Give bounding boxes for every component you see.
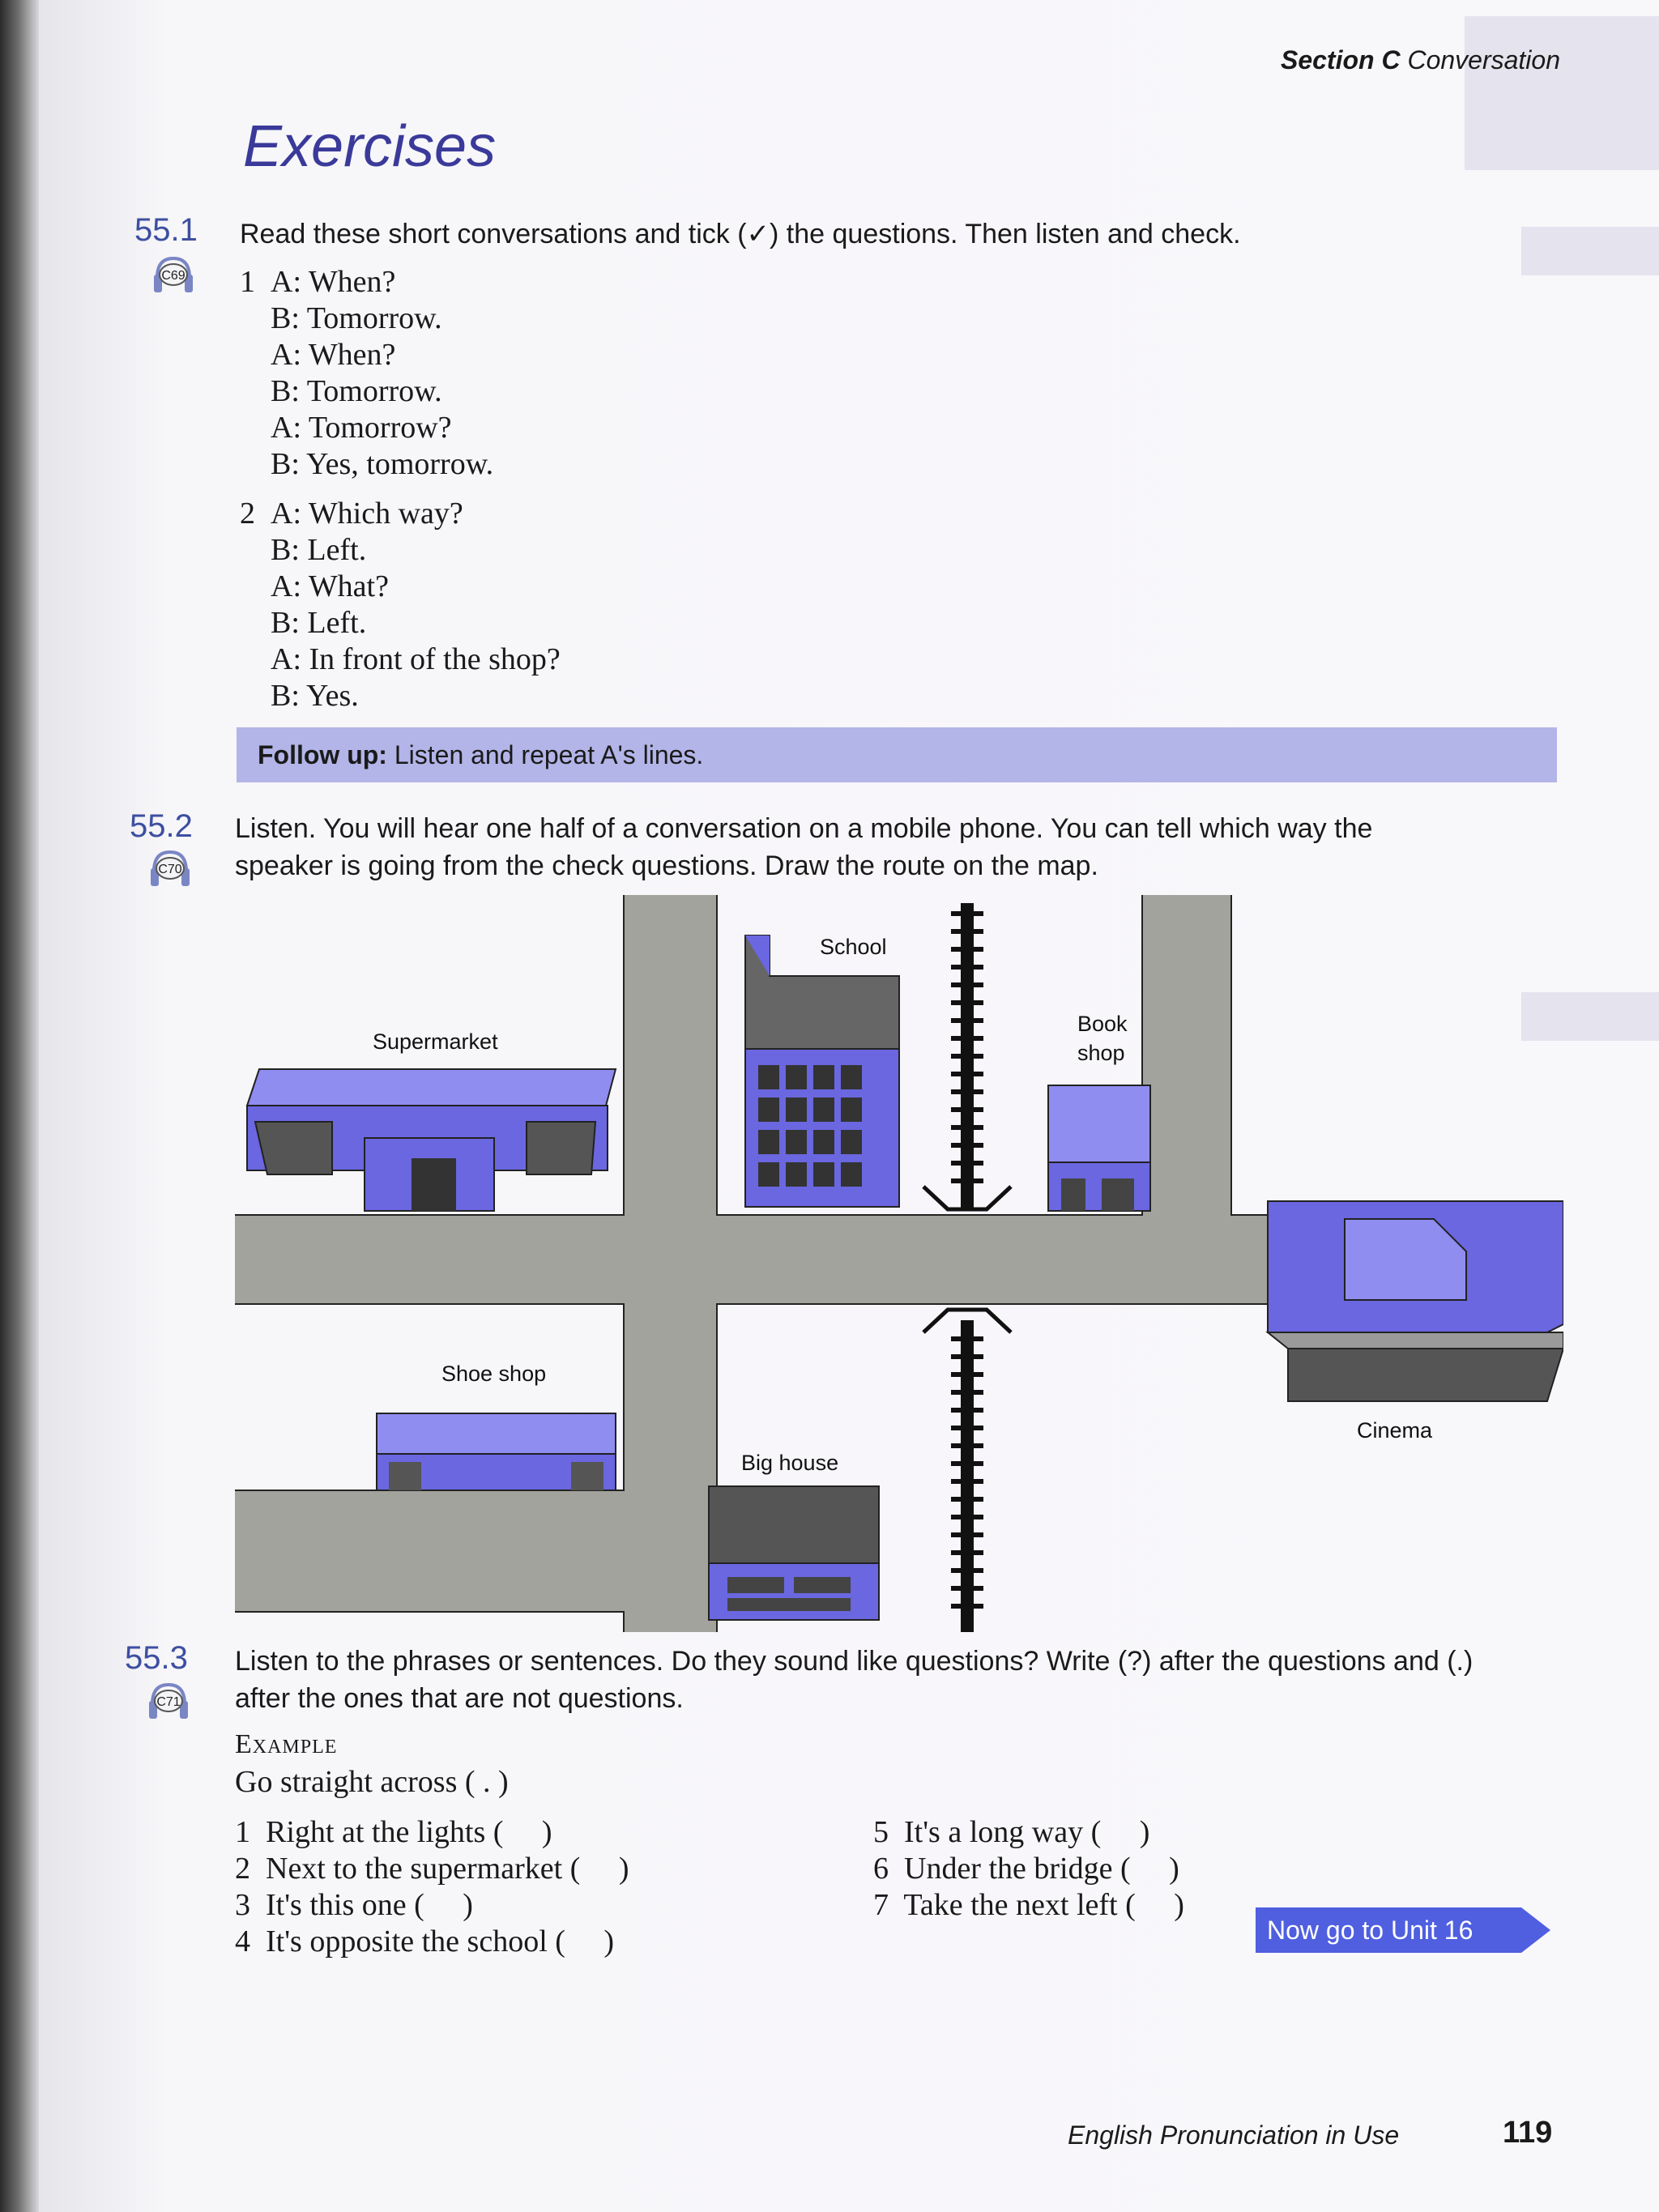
follow-up-label: Follow up: [258, 740, 387, 769]
follow-up-box [237, 727, 1557, 782]
book-title: English Pronunciation in Use [1068, 2120, 1400, 2150]
exercise-instruction [235, 810, 1372, 884]
book-spine-shadow [0, 0, 39, 2212]
dialogue-2 [271, 496, 561, 714]
next-unit-label: Now go to Unit 16 [1267, 1916, 1473, 1945]
exercise-number: 55.1 [134, 212, 198, 248]
exercise-item[interactable]: 2 Next to the supermarket ( ) [235, 1852, 629, 1886]
school-building [745, 936, 899, 1207]
section-header [1281, 45, 1560, 75]
page-title: Exercises [243, 114, 497, 179]
track-label: C71 [156, 1695, 181, 1709]
dialogue-number: 2 [240, 497, 255, 531]
exercise-item[interactable]: 3 It's this one ( ) [235, 1888, 473, 1922]
track-label: C69 [161, 269, 186, 283]
audio-track-icon[interactable] [146, 1681, 191, 1727]
map-label-supermarket: Supermarket [373, 1029, 498, 1054]
exercise-item[interactable]: 4 It's opposite the school ( ) [235, 1924, 615, 1958]
example-text: Go straight across ( . ) [235, 1765, 509, 1799]
supermarket-building [247, 1069, 616, 1211]
exercise-number: 55.3 [125, 1640, 188, 1676]
dialogue-line: B: Tomorrow. [271, 301, 442, 335]
dialogue-line: B: Left. [271, 606, 367, 640]
map-label-cinema: Cinema [1357, 1418, 1433, 1443]
map-label-book-shop: Book [1077, 1012, 1128, 1036]
dialogue-line: B: Yes, tomorrow. [271, 447, 494, 481]
exercise-item[interactable]: 1 Right at the lights ( ) [235, 1815, 552, 1849]
dialogue-line: B: Tomorrow. [271, 374, 442, 408]
exercise-number: 55.2 [130, 808, 193, 844]
dialogue-line: A: Which way? [271, 497, 463, 531]
exercise-item[interactable]: 5 It's a long way ( ) [873, 1815, 1150, 1849]
dialogue-line: B: Yes. [271, 679, 359, 713]
exercise-item[interactable]: 7 Take the next left ( ) [873, 1888, 1184, 1922]
book-shop-building [1048, 1085, 1150, 1211]
map-label-school: School [820, 935, 887, 959]
example-label: Example [235, 1729, 338, 1759]
north-road [1142, 895, 1231, 1219]
dialogue-line: A: When? [271, 338, 396, 372]
map-label-book-shop: shop [1077, 1041, 1125, 1065]
exercise-item[interactable]: 6 Under the bridge ( ) [873, 1852, 1179, 1886]
audio-track-icon[interactable] [151, 255, 196, 300]
dialogue-line: B: Left. [271, 533, 367, 567]
section-name: Conversation [1407, 45, 1560, 75]
vertical-road [624, 895, 717, 1632]
shoe-shop-building [377, 1413, 616, 1490]
show-through-tab [1465, 16, 1659, 170]
south-road [235, 1490, 632, 1612]
map-label-big-house: Big house [741, 1451, 839, 1475]
instruction-line: Listen to the phrases or sentences. Do they sound like questions? Write (?) after the questions and (.) [235, 1646, 1473, 1677]
dialogue-line: A: In front of the shop? [271, 642, 561, 676]
instruction-line: speaker is going from the check questions. Draw the route on the map. [235, 850, 1098, 881]
cinema-building [1268, 1201, 1563, 1401]
track-label: C70 [158, 863, 182, 876]
page-number: 119 [1503, 2116, 1553, 2150]
follow-up-text: Listen and repeat A's lines. [394, 740, 704, 769]
dialogue-line: A: Tomorrow? [271, 411, 452, 445]
big-house-building [709, 1486, 879, 1620]
dialogue-number: 1 [240, 265, 255, 299]
dialogue-1 [271, 264, 493, 483]
next-unit-button[interactable] [1256, 1907, 1550, 1953]
section-label: Section C [1280, 45, 1401, 75]
route-map[interactable] [235, 895, 1563, 1632]
audio-track-icon[interactable] [147, 849, 193, 894]
instruction-line: Listen. You will hear one half of a conversation on a mobile phone. You can tell which way the [235, 813, 1373, 844]
exercise-instruction: Read these short conversations and tick (✓) the questions. Then listen and check. [240, 219, 1241, 249]
show-through-tab [1521, 227, 1659, 275]
map-label-shoe-shop: Shoe shop [441, 1362, 547, 1386]
instruction-line: after the ones that are not questions. [235, 1683, 684, 1714]
dialogue-line: A: What? [271, 569, 389, 603]
exercise-instruction [235, 1643, 1473, 1717]
dialogue-line: A: When? [271, 265, 396, 299]
